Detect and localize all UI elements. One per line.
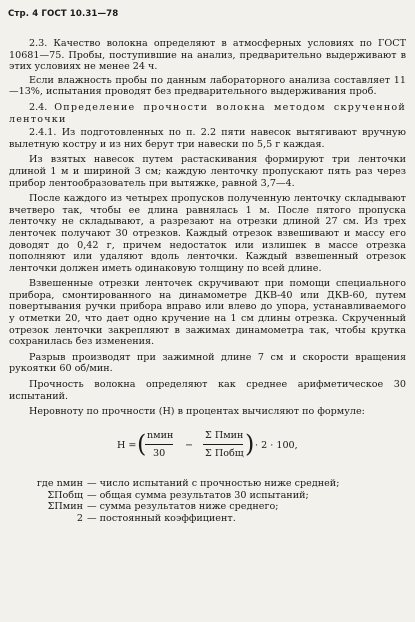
formula-tail: · 2 · 100,: [255, 439, 298, 451]
legend-symbol: 2: [76, 513, 83, 525]
legend-row: [9, 478, 406, 490]
paragraph-twisting: Взвешенные отрезки ленточек скручивают при помощи специального прибора, смонтированного на динамометре ДКВ-40 или ДКВ-60, путем повертывания ручки прибора вправо или влево до упора, устанавливаемого у отметки 20, что дает одно кручение на 1 см длины отрезка. Скрученный отрезок ленточки закрепляют в зажимах динамометра так, чтобы крутка сохранилась без изменения.: [9, 278, 406, 348]
legend-row: [9, 490, 406, 502]
legend-description: — постоянный коэффициент.: [87, 513, 236, 525]
page-header: Стр. 4 ГОСТ 10.31—78: [8, 9, 119, 19]
section-title: Определение прочности волокна методом скрученной ленточки: [9, 101, 406, 125]
document-body: [9, 38, 406, 525]
section-heading-2-4: [9, 102, 406, 125]
formula-thirty: 30: [153, 447, 166, 459]
paragraph-strength: Прочность волокна определяют как среднее арифметическое 30 испытаний.: [9, 379, 406, 402]
paragraph-passes: После каждого из четырех пропусков полученную ленточку складывают вчетверо так, чтобы ее длина равнялась 1 м. После пятого пропуска ленточку не складывают, а разрезают на отрезки длиной 27 см. Из трех ленточек получают 30 отрезков. Каждый отрезок взвешивают и массу его доводят до 0,42 г, причем недостаток или излишек в массе отрезка пополняют или удаляют вдоль ленточки. Каждый взвешенный отрезок ленточки должен иметь одинаковую толщину по всей длине.: [9, 193, 406, 274]
formula-open-paren: (: [137, 429, 147, 458]
paragraph-humidity: Если влажность пробы по данным лабораторного анализа составляет 11—13%, испытания проводят без предварительного выдерживания проб.: [9, 74, 406, 98]
formula-sum-min: Σ Пмин: [205, 429, 244, 441]
formula-sum-total: Σ Побщ: [205, 447, 244, 459]
fraction-bar-2: [203, 444, 243, 445]
legend-description: — общая сумма результатов 30 испытаний;: [87, 489, 309, 501]
formula-legend: [9, 478, 406, 525]
legend-row: [9, 513, 406, 525]
formula-lhs: H =: [117, 439, 137, 451]
paragraph-2-4-1: 2.4.1. Из подготовленных по п. 2.2 пяти навесок вытягивают вручную вылетную костру и из них берут три навески по 5,5 г каждая.: [9, 127, 406, 150]
legend-symbol: ΣПмин: [47, 501, 83, 513]
formula-close-paren: ): [245, 429, 255, 458]
paragraph-2-3: 2.3. Качество волокна определяют в атмосферных условиях по ГОСТ 10681—75. Пробы, поступившие на анализ, предварительно выдерживают в этих условиях не менее 24 ч.: [9, 38, 406, 73]
fraction-bar-1: [145, 444, 173, 445]
legend-symbol: где nмин: [36, 477, 83, 489]
legend-description: — сумма результатов ниже среднего;: [87, 501, 279, 513]
legend-description: — число испытаний с прочностью ниже средней;: [87, 477, 340, 489]
unevenness-formula: [9, 428, 406, 468]
section-number: 2.4.: [29, 101, 55, 113]
legend-symbol: ΣПобщ: [47, 489, 83, 501]
paragraph-forming-ribbons: Из взятых навесок путем растаскивания формируют три ленточки длиной 1 м и шириной 3 см; каждую ленточку пропускают пять раз через прибор лентообразователь при вытяжке, равной 3,7—4.: [9, 154, 406, 189]
paragraph-formula-intro: Неровноту по прочности (H) в процентах вычисляют по формуле:: [29, 406, 365, 418]
formula-n-min: nмин: [147, 429, 174, 441]
legend-row: [9, 501, 406, 513]
formula-minus: −: [185, 439, 194, 451]
paragraph-break: Разрыв производят при зажимной длине 7 см и скорости вращения рукоятки 60 об/мин.: [9, 351, 406, 375]
